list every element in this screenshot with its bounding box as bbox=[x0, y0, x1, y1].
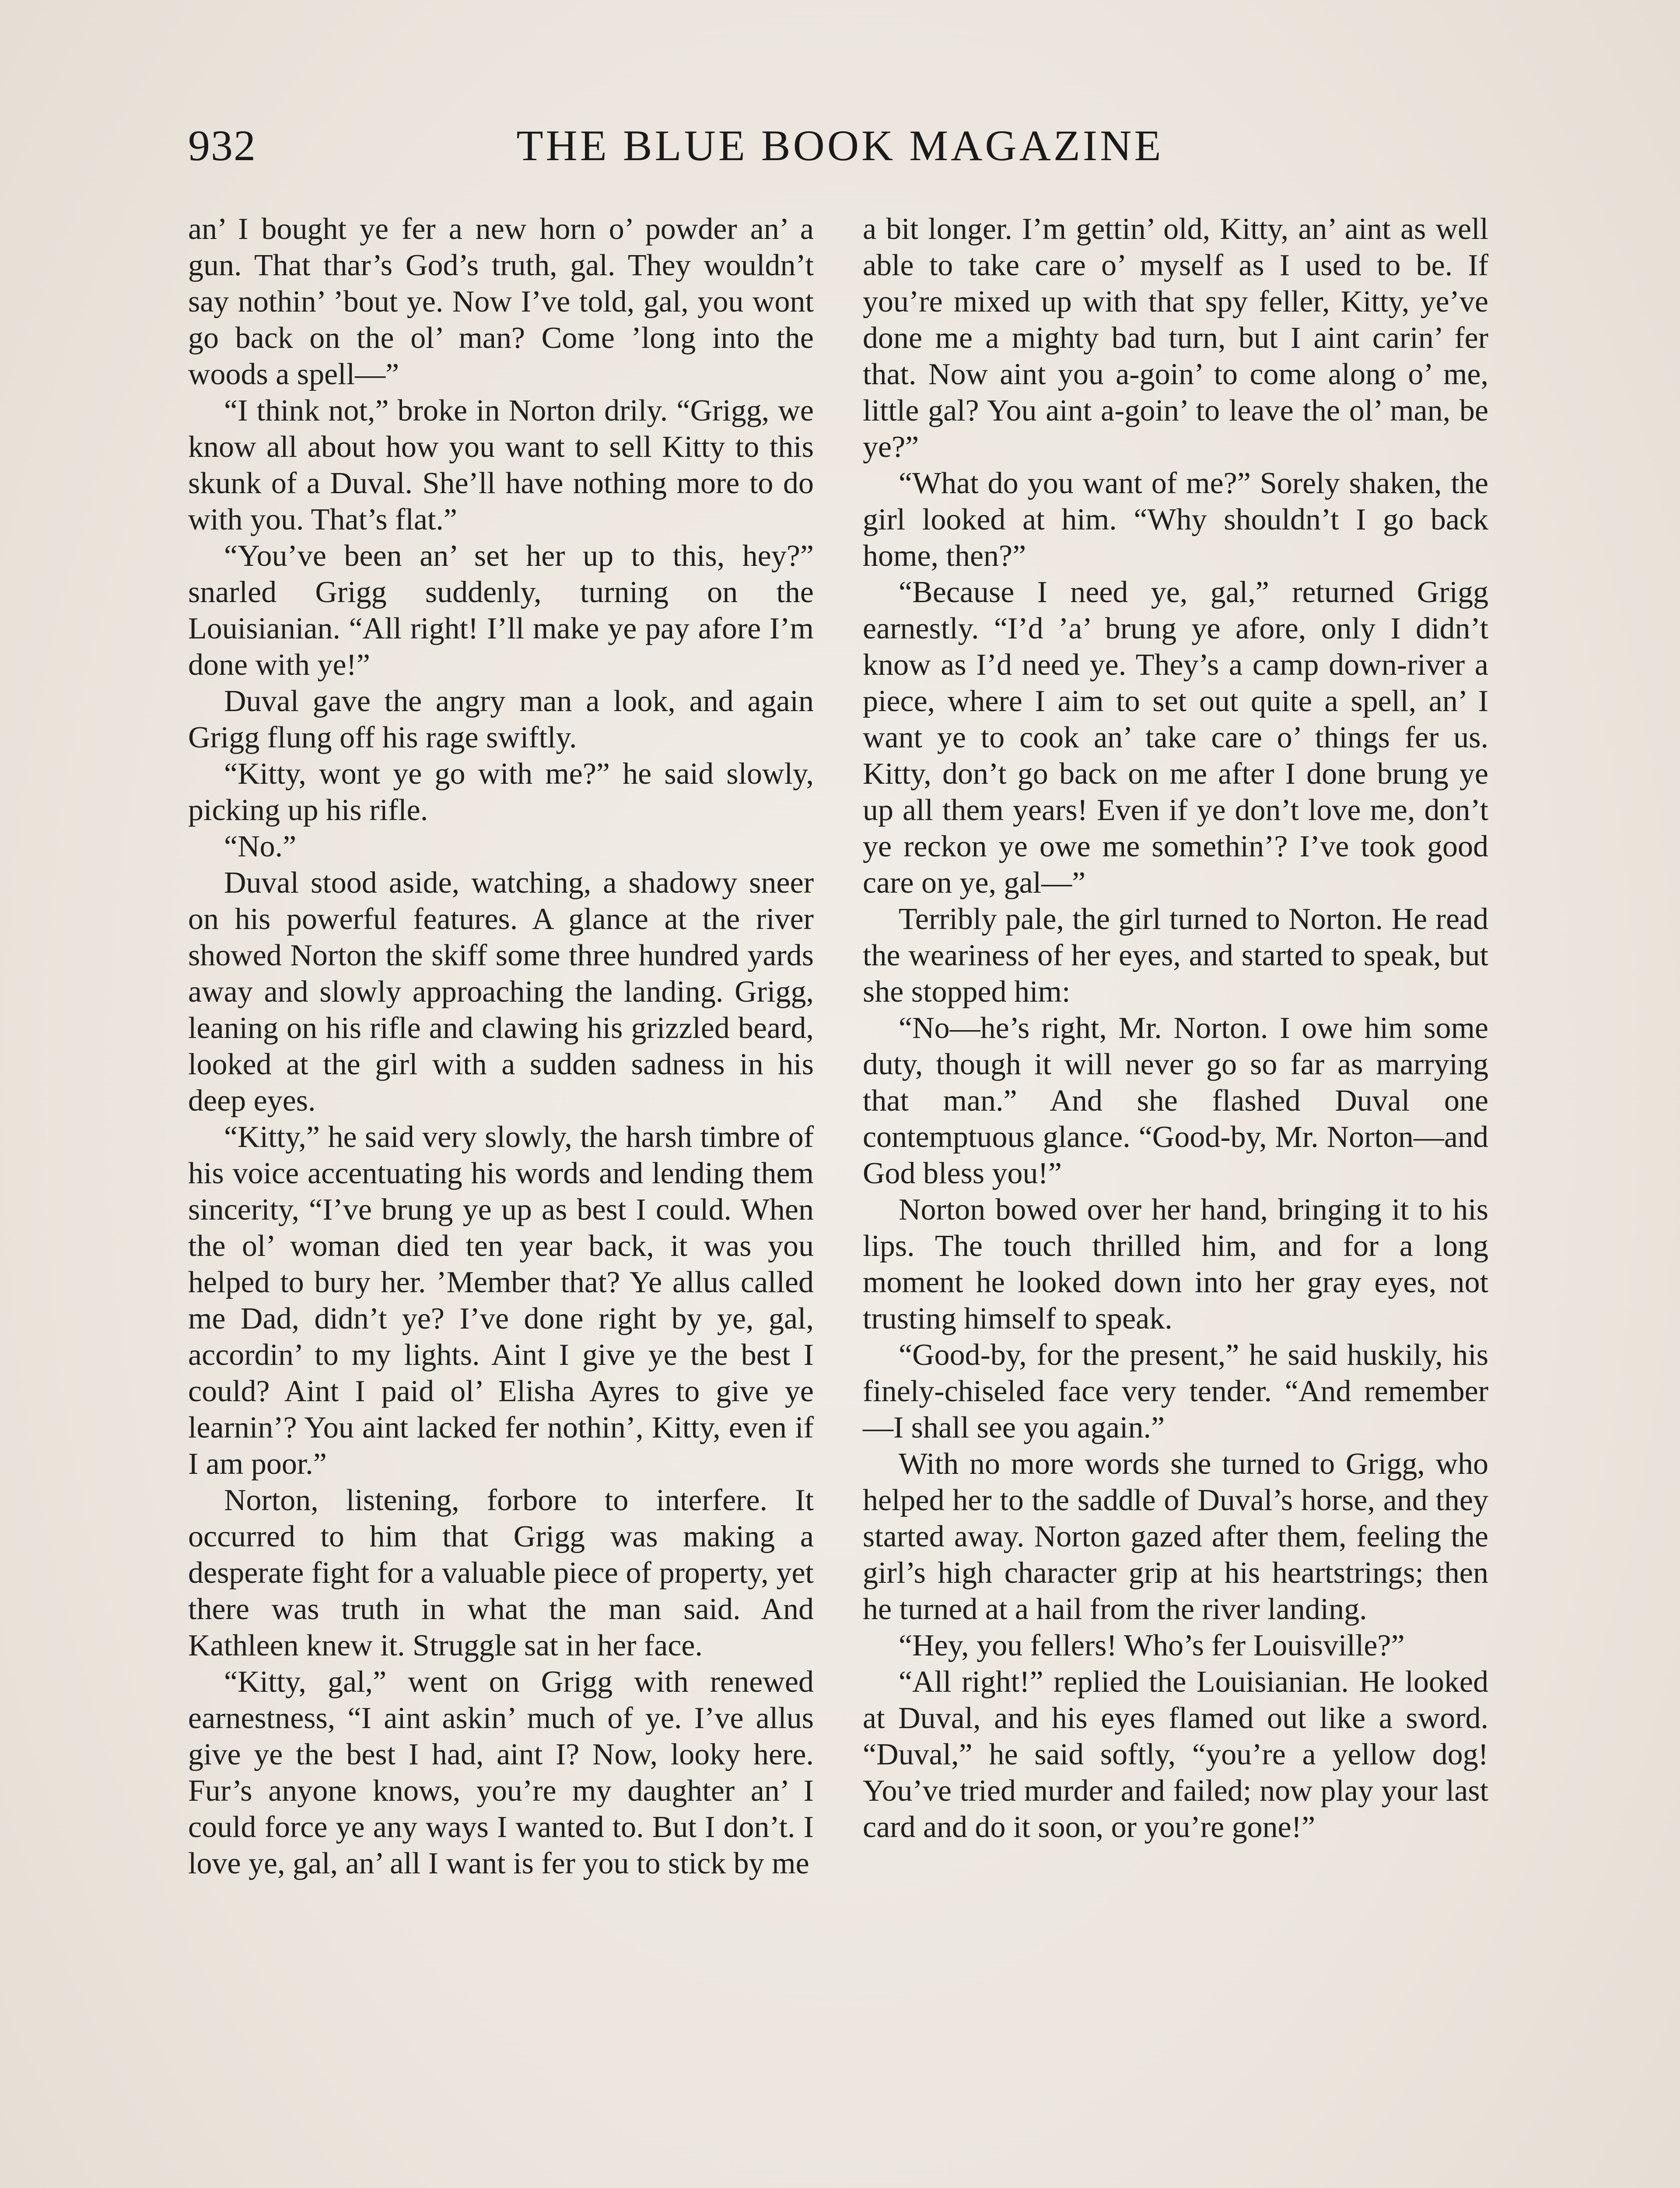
paragraph: Terribly pale, the girl turned to Norton. He read the weariness of her eyes, and started to speak, but she stopped him: bbox=[863, 902, 1488, 1009]
left-text-column bbox=[188, 211, 814, 1882]
paragraph: With no more words she turned to Grigg, who helped her to the saddle of Duval’s horse, and they started away. Norton gazed after them, feeling the girl’s high character grip at his heartstrings; then he turned at a hail from the river landing. bbox=[863, 1447, 1488, 1626]
paragraph: “What do you want of me?” Sorely shaken, the girl looked at him. “Why shouldn’t I go back home, then?” bbox=[863, 466, 1488, 573]
paragraph: Duval gave the angry man a look, and again Grigg flung off his rage swiftly. bbox=[188, 684, 814, 754]
paragraph: “Because I need ye, gal,” returned Grigg earnestly. “I’d ’a’ brung ye afore, only I didn’t know as I’d need ye. They’s a camp down-river a piece, where I aim to set out quite a spell, an’ I want ye to cook an’ take care o’ things fer us. Kitty, don’t go back on me after I done brung ye up all them years! Even if ye don’t love me, don’t ye reckon ye owe me somethin’? I’ve took good care on ye, gal—” bbox=[863, 575, 1488, 900]
page-header bbox=[188, 120, 1492, 177]
paragraph: “Kitty, wont ye go with me?” he said slowly, picking up his rifle. bbox=[188, 757, 814, 827]
magazine-title: THE BLUE BOOK MAGAZINE bbox=[516, 121, 1164, 170]
paragraph: an’ I bought ye fer a new horn o’ powder an’ a gun. That thar’s God’s truth, gal. They wouldn’t say nothin’ ’bout ye. Now I’ve told, gal, you wont go back on the ol’ man? Come ’long into the woods a spell—” bbox=[188, 212, 814, 391]
paragraph: “I think not,” broke in Norton drily. “Grigg, we know all about how you want to sell Kitty to this skunk of a Duval. She’ll have nothing more to do with you. That’s flat.” bbox=[188, 394, 814, 536]
paragraph: Duval stood aside, watching, a shadowy sneer on his powerful features. A glance at the river showed Norton the skiff some three hundred yards away and slowly approaching the landing. Grigg, leaning on his rifle and clawing his grizzled beard, looked at the girl with a sudden sadness in his deep eyes. bbox=[188, 866, 814, 1118]
right-text-column bbox=[863, 211, 1488, 1845]
paragraph: “Hey, you fellers! Who’s fer Louisville?” bbox=[899, 1629, 1405, 1662]
paragraph: “Kitty, gal,” went on Grigg with renewed earnestness, “I aint askin’ much of ye. I’ve allus give ye the best I had, aint I? Now, looky here. Fur’s anyone knows, you’re my daughter an’ I could force ye any ways I wanted to. But I don’t. I love ye, gal, an’ all I want is fer you to stick by me bbox=[188, 1665, 814, 1880]
paragraph: “All right!” replied the Louisianian. He looked at Duval, and his eyes flamed out like a sword. “Duval,” he said softly, “you’re a yellow dog! You’ve tried murder and failed; now play your last card and do it soon, or you’re gone!” bbox=[863, 1665, 1488, 1844]
paragraph: “You’ve been an’ set her up to this, hey?” snarled Grigg suddenly, turning on the Louisianian. “All right! I’ll make ye pay afore I’m done with ye!” bbox=[188, 539, 814, 682]
paragraph: “No—he’s right, Mr. Norton. I owe him some duty, though it will never go so far as marrying that man.” And she flashed Duval one contemptuous glance. “Good-by, Mr. Norton—and God bless you!” bbox=[863, 1011, 1488, 1190]
paragraph: “No.” bbox=[224, 830, 297, 863]
paragraph: “Good-by, for the present,” he said huskily, his finely-chiseled face very tender. “And remember—I shall see you again.” bbox=[863, 1338, 1488, 1445]
paragraph: Norton, listening, forbore to interfere. It occurred to him that Grigg was making a desperate fight for a valuable piece of property, yet there was truth in what the man said. And Kathleen knew it. Struggle sat in her face. bbox=[188, 1483, 814, 1662]
paragraph: “Kitty,” he said very slowly, the harsh timbre of his voice accentuating his words and lending them sincerity, “I’ve brung ye up as best I could. When the ol’ woman died ten year back, it was you helped to bury her. ’Member that? Ye allus called me Dad, didn’t ye? I’ve done right by ye, gal, accordin’ to my lights. Aint I give ye the best I could? Aint I paid ol’ Elisha Ayres to give ye learnin’? You aint lacked fer nothin’, Kitty, even if I am poor.” bbox=[188, 1120, 814, 1481]
page-number: 932 bbox=[188, 121, 256, 170]
paragraph: Norton bowed over her hand, bringing it to his lips. The touch thrilled him, and for a long moment he looked down into her gray eyes, not trusting himself to speak. bbox=[863, 1193, 1488, 1336]
paragraph: a bit longer. I’m gettin’ old, Kitty, an’ aint as well able to take care o’ myself as I used to be. If you’re mixed up with that spy feller, Kitty, ye’ve done me a mighty bad turn, but I aint carin’ fer that. Now aint you a-goin’ to come along o’ me, little gal? You aint a-goin’ to leave the ol’ man, be ye?” bbox=[863, 212, 1488, 464]
